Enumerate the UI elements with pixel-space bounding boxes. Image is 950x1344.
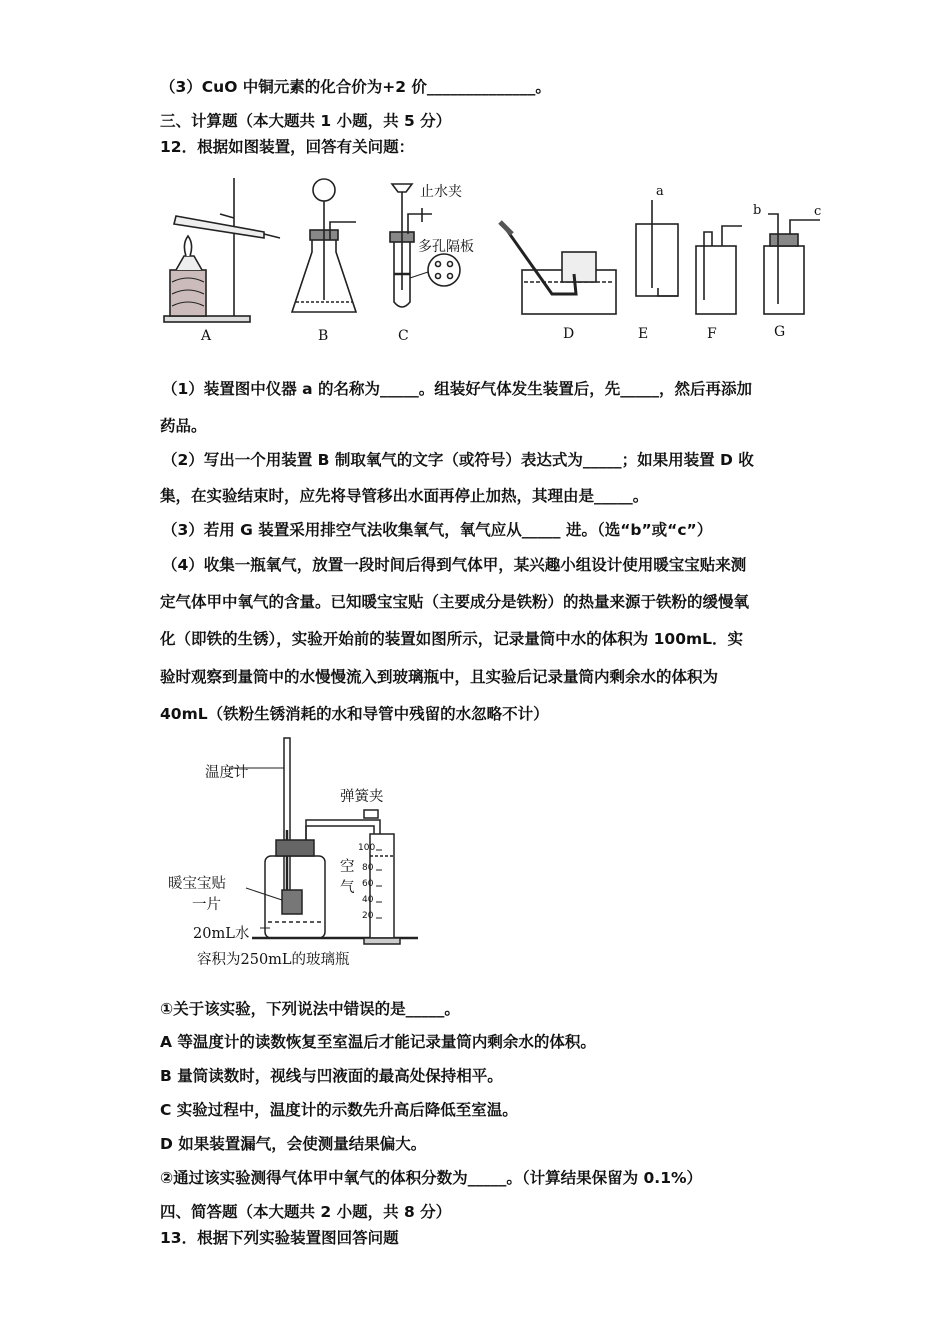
bottle-label: 容积为250mL的玻璃瓶 — [197, 952, 350, 968]
q11-part3: （3）CuO 中铜元素的化合价为+2 价______________。 — [160, 78, 551, 96]
option-b: B 量筒读数时，视线与凹液面的最高处保持相平。 — [160, 1067, 503, 1085]
apparatus-g-bottle — [764, 246, 804, 314]
apparatus-label-a: A — [201, 328, 212, 344]
apparatus-b-funnel-bulb — [313, 179, 335, 201]
q12-part4c: 化（即铁的生锈），实验开始前的装置如图所示，记录量筒中水的体积为 100mL．实 — [160, 630, 744, 648]
tick-20: 20 — [362, 911, 374, 921]
q12-part2b: 集，在实验结束时，应先将导管移出水面再停止加热，其理由是_____。 — [160, 487, 649, 505]
sub-question-1: ①关于该实验，下列说法中错误的是_____。 — [160, 1000, 460, 1018]
section-3-heading: 三、计算题（本大题共 1 小题，共 5 分） — [160, 112, 452, 130]
water-label: 20mL水 — [193, 926, 250, 942]
apparatus-a-base — [164, 316, 250, 322]
label-b: b — [753, 203, 762, 218]
q13-stem: 13．根据下列实验装置图回答问题 — [160, 1229, 399, 1247]
q12-part3: （3）若用 G 装置采用排空气法收集氧气，氧气应从_____ 进。（选“b”或“c”） — [162, 521, 713, 539]
spring-clip-label: 弹簧夹 — [340, 789, 384, 805]
apparatus-label-g: G — [774, 324, 786, 340]
q12-part4a: （4）收集一瓶氧气，放置一段时间后得到气体甲，某兴趣小组设计使用暖宝宝贴来测 — [162, 556, 747, 574]
tick-40: 40 — [362, 895, 374, 905]
q12-part1a: （1）装置图中仪器 a 的名称为_____。组装好气体发生装置后，先_____，然后再添加 — [162, 380, 753, 398]
warmer-label-1: 暖宝宝贴 — [168, 876, 226, 892]
option-c: C 实验过程中，温度计的示数先升高后降低至室温。 — [160, 1101, 518, 1119]
porous-plate-label: 多孔隔板 — [418, 239, 474, 255]
apparatus-d-bottle — [562, 252, 596, 282]
spring-clip — [364, 810, 378, 818]
apparatus-label-b: B — [318, 328, 329, 344]
sub-question-2: ②通过该实验测得气体甲中氧气的体积分数为_____。（计算结果保留为 0.1%） — [160, 1169, 703, 1187]
option-a: A 等温度计的读数恢复至室温后才能记录量筒内剩余水的体积。 — [160, 1033, 596, 1051]
apparatus-f-bottle — [696, 246, 736, 314]
q12-part4d: 验时观察到量筒中的水慢慢流入到玻璃瓶中，且实验后记录量筒内剩余水的体积为 — [160, 668, 719, 686]
option-d: D 如果装置漏气，会使测量结果偏大。 — [160, 1135, 427, 1153]
section-4-heading: 四、简答题（本大题共 2 小题，共 8 分） — [160, 1203, 452, 1221]
warmer-label-2: 一片 — [192, 897, 221, 913]
thermometer-label: 温度计 — [205, 765, 249, 781]
q12-part2a: （2）写出一个用装置 B 制取氧气的文字（或符号）表达式为_____；如果用装置 D 收 — [162, 451, 754, 469]
warmer-patch — [282, 890, 302, 914]
air-label-2: 气 — [340, 880, 355, 896]
porous-plate-detail — [428, 254, 460, 286]
apparatus-label-d: D — [563, 326, 575, 342]
apparatus-a-test-tube — [174, 216, 264, 238]
apparatus-label-e: E — [638, 326, 649, 342]
label-c: c — [814, 204, 822, 219]
apparatus-figure — [160, 170, 840, 350]
apparatus-e-bottle — [636, 224, 678, 296]
stop-clip-label: 止水夹 — [420, 184, 462, 200]
label-a: a — [656, 184, 664, 199]
q12-stem: 12．根据如图装置，回答有关问题： — [160, 138, 415, 156]
q12-part4e: 40mL（铁粉生锈消耗的水和导管中残留的水忽略不计） — [160, 705, 549, 723]
tick-80: 80 — [362, 863, 374, 873]
apparatus-label-c: C — [398, 328, 409, 344]
q12-part1b: 药品。 — [160, 417, 207, 435]
tick-60: 60 — [362, 879, 374, 889]
air-label-1: 空 — [340, 859, 355, 875]
tick-100: 100 — [358, 843, 376, 853]
q12-part4b: 定气体甲中氧气的含量。已知暖宝宝贴（主要成分是铁粉）的热量来源于铁粉的缓慢氧 — [160, 593, 750, 611]
apparatus-label-f: F — [707, 326, 717, 342]
